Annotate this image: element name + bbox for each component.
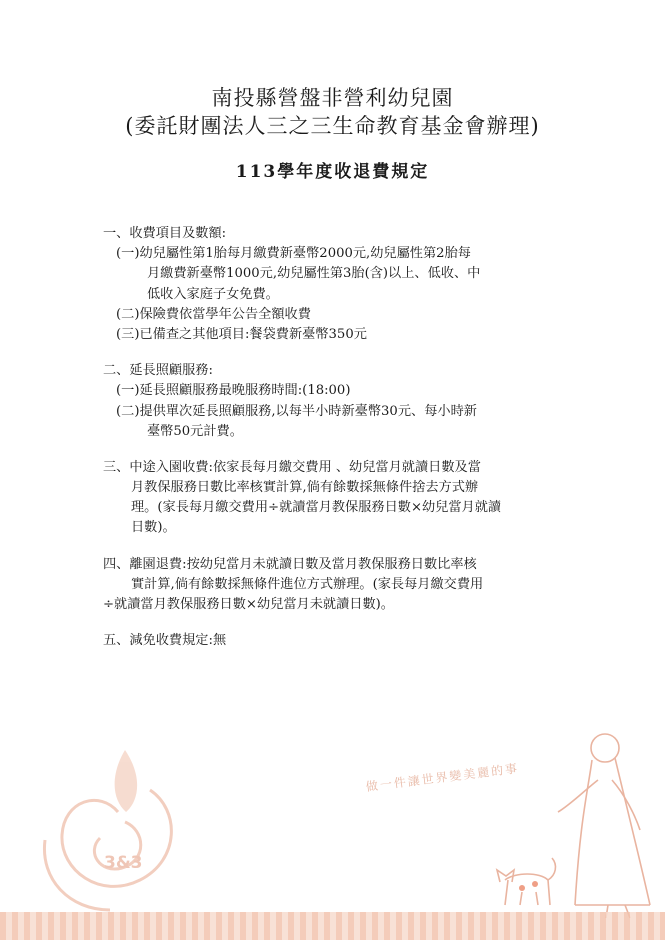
rule-line: 五、減免收費規定:無 [103,633,227,649]
girl-walking-icon [558,734,650,918]
cat-icon [497,858,555,905]
slogan-text: 做一件讓世界變美麗的事 [365,761,520,794]
rule-line: 日數)。 [131,520,176,536]
kindergarten-name: 南投縣營盤非營利幼兒園 [211,86,454,110]
rule-line: 臺幣50元計費。 [147,423,243,439]
rule-line: 低收入家庭子女免費。 [147,286,279,302]
rule-line: 一、收費項目及數額: [103,226,227,241]
rule-line: 理。(家長每月繳交費用÷就讀當月教保服務日數×幼兒當月就讀 [131,500,502,516]
bottom-pattern-band [0,912,665,940]
brand-mark: 3&3 [104,853,143,873]
rule-line: 月教保服務日數比率核實計算,倘有餘數採無條件捨去方式辦 [131,480,479,496]
rule-line: ÷就讀當月教保服務日數×幼兒當月未就讀日數)。 [103,597,394,612]
rule-line: (一)延長照顧服務最晚服務時間:(18:00) [116,383,351,399]
rule-line: 四、離園退費:按幼兒當月未就讀日數及當月教保服務日數比率核 [103,556,477,572]
rule-line: (一)幼兒屬性第1胎每月繳費新臺幣2000元,幼兒屬性第2胎每 [116,246,471,262]
flame-logo-icon [44,750,171,910]
rule-line: 三、中途入園收費:依家長每月繳交費用 、幼兒當月就讀日數及當 [103,459,481,475]
rule-line: (二)提供單次延長照顧服務,以每半小時新臺幣30元、每小時新 [116,403,477,419]
rule-line: (二)保險費依當學年公告全額收費 [116,306,311,322]
operator-note: (委託財團法人三之三生命教育基金會辦理) [125,114,540,138]
rule-line: 實計算,倘有餘數採無條件進位方式辦理。(家長每月繳交費用 [131,576,484,592]
rule-line: 月繳費新臺幣1000元,幼兒屬性第3胎(含)以上、低收、中 [147,266,481,282]
document-title: 113學年度收退費規定 [235,162,430,182]
rule-line: (三)已備查之其他項目:餐袋費新臺幣350元 [116,326,367,342]
rule-line: 二、延長照顧服務: [103,363,213,379]
